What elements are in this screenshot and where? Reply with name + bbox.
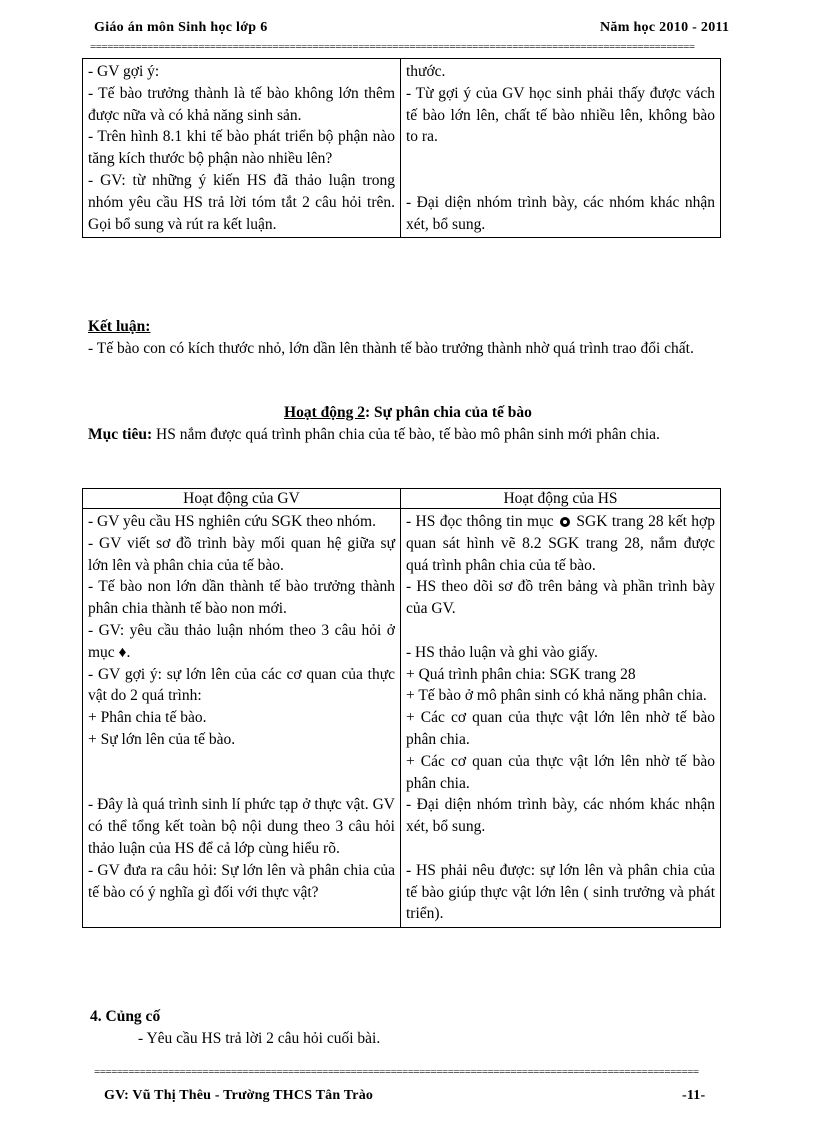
header-subject: Giáo án môn Sinh học lớp 6 xyxy=(94,20,268,35)
consolidation-text: - Yêu cầu HS trả lời 2 câu hỏi cuối bài. xyxy=(138,1030,381,1047)
objective-label: Mục tiêu: xyxy=(88,426,153,443)
footer-separator: ========================================================================================================== xyxy=(94,1067,699,1077)
student-step: + Tế bào ở mô phân sinh có khả năng phân chia. xyxy=(406,687,707,705)
teacher-activity-cell xyxy=(83,509,401,928)
teacher-step: - GV gợi ý: sự lớn lên của các cơ quan của thực vật do 2 quá trình: xyxy=(88,665,395,705)
teacher-step: - Tế bào non lớn dần thành tế bào trưởng thành phân chia thành tế bào non mới. xyxy=(88,578,395,618)
teacher-step: - GV: yêu cầu thảo luận nhóm theo 3 câu hỏi ở mục ♦. xyxy=(88,621,395,661)
student-step: - HS theo dõi sơ đồ trên bảng và phần trình bày của GV. xyxy=(406,578,715,618)
student-step-part: - HS đọc thông tin mục xyxy=(406,513,559,530)
student-activity-header: Hoạt động của HS xyxy=(401,489,721,509)
activity2-table xyxy=(82,488,721,928)
student-step xyxy=(406,511,715,576)
teacher-step: - Đây là quá trình sinh lí phức tạp ở thực vật. GV có thể tổng kết toàn bộ nội dung theo 3 câu hỏi thảo luận của HS để cả lớp cùng hiểu rõ. xyxy=(88,796,395,857)
teacher-activity-header: Hoạt động của GV xyxy=(83,489,401,509)
header-separator: ========================================================================================================== xyxy=(90,42,695,52)
teacher-activity-cell xyxy=(83,59,401,238)
objective-text: HS nắm được quá trình phân chia của tế bào, tế bào mô phân sinh mới phân chia. xyxy=(152,426,660,443)
teacher-step: - Trên hình 8.1 khi tế bào phát triển bộ phận nào tăng kích thước bộ phận nào nhiều lên? xyxy=(88,128,395,168)
conclusion-title: Kết luận: xyxy=(88,318,151,335)
activity2-heading xyxy=(0,402,816,424)
student-step: - HS phải nêu được: sự lớn lên và phân chia của tế bào giúp thực vật lớn lên ( sinh trưởng và phát triển). xyxy=(406,861,715,923)
page-number: -11- xyxy=(682,1088,706,1103)
teacher-step: - GV: từ những ý kiến HS đã thảo luận trong nhóm yêu cầu HS trả lời tóm tắt 2 câu hỏi trên. Gọi bổ sung và rút ra kết luận. xyxy=(88,171,395,233)
student-step-part: SGK trang 28 kết hợp quan sát hình vẽ 8.2 SGK trang 28, nắm được quá trình phân chia của tế bào. xyxy=(406,513,715,574)
activity2-title: : Sự phân chia của tế bào xyxy=(365,404,532,421)
footer-teacher: GV: Vũ Thị Thêu - Trường THCS Tân Trào xyxy=(104,1088,374,1103)
teacher-step: - Tế bào trưởng thành là tế bào không lớn thêm được nữa và có khả năng sinh sản. xyxy=(88,84,395,124)
teacher-step: - GV yêu cầu HS nghiên cứu SGK theo nhóm. xyxy=(88,513,376,530)
activity2-label: Hoạt động 2 xyxy=(284,404,366,421)
conclusion-text: - Tế bào con có kích thước nhỏ, lớn dần lên thành tế bào trưởng thành nhờ quá trình trao đổi chất. xyxy=(88,340,694,357)
teacher-step: - GV viết sơ đồ trình bày mối quan hệ giữa sự lớn lên và phân chia của tế bào. xyxy=(88,534,395,574)
teacher-step: + Phân chia tế bào. xyxy=(88,709,207,727)
student-step: thước. xyxy=(406,63,446,80)
student-step: - Từ gợi ý của GV học sinh phải thấy được vách tế bào lớn lên, chất tế bào nhiều lên, không bào to ra. xyxy=(406,84,715,146)
ring-icon xyxy=(560,517,570,527)
student-step: - HS thảo luận và ghi vào giấy. xyxy=(406,643,598,661)
teacher-step: - GV gợi ý: xyxy=(88,63,160,80)
student-step: - Đại diện nhóm trình bày, các nhóm khác nhận xét, bổ sung. xyxy=(406,193,715,233)
consolidation-title: 4. Củng cố xyxy=(90,1008,161,1025)
student-step: + Quá trình phân chia: SGK trang 28 xyxy=(406,665,636,683)
activity2-objective xyxy=(88,424,758,446)
teacher-step: + Sự lớn lên của tế bào. xyxy=(88,730,236,748)
student-step: + Các cơ quan của thực vật lớn lên nhờ tế bào phân chia. xyxy=(406,752,715,792)
teacher-step: - GV đưa ra câu hỏi: Sự lớn lên và phân chia của tế bào có ý nghĩa gì đối với thực vật? xyxy=(88,861,395,901)
student-activity-cell xyxy=(401,59,721,238)
student-step: + Các cơ quan của thực vật lớn lên nhờ tế bào phân chia. xyxy=(406,709,715,748)
activity1-table xyxy=(82,58,721,238)
header-school-year: Năm học 2010 - 2011 xyxy=(600,20,730,35)
student-step: - Đại diện nhóm trình bày, các nhóm khác nhận xét, bổ sung. xyxy=(406,796,715,836)
student-activity-cell xyxy=(401,509,721,928)
